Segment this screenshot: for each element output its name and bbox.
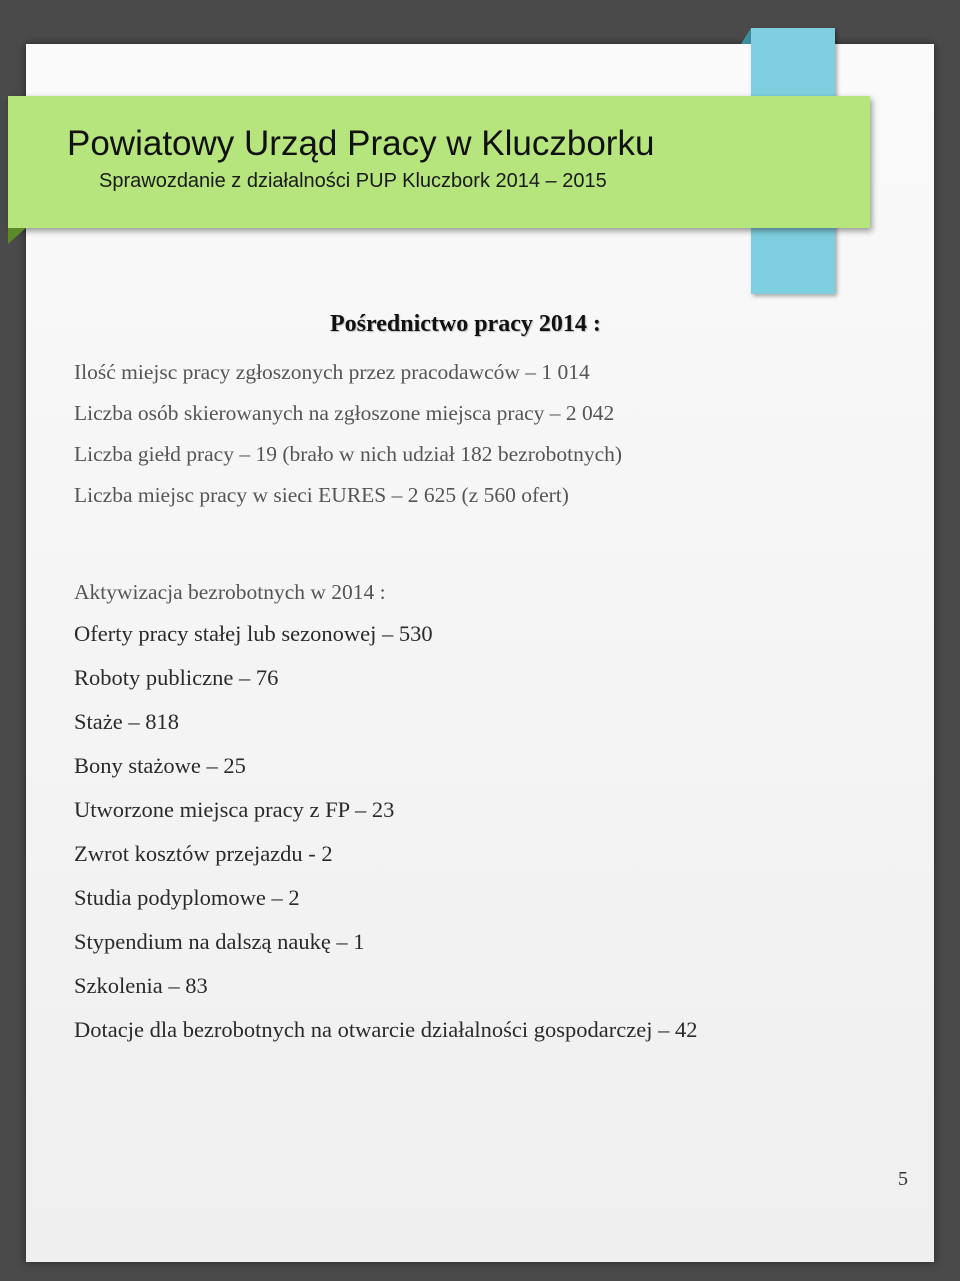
stats-list [74, 359, 622, 523]
activation-item: Roboty publiczne – 76 [74, 665, 279, 690]
stat-line: Liczba giełd pracy – 19 (brało w nich udział 182 bezrobotnych) [74, 442, 623, 466]
section-heading: Pośrednictwo pracy 2014 : [330, 311, 601, 337]
banner-fold-decoration [8, 228, 26, 244]
page-number: 5 [898, 1168, 908, 1190]
stat-line: Liczba miejsc pracy w sieci EURES – 2 625 (z 560 ofert) [74, 483, 569, 507]
activation-item: Utworzone miejsca pracy z FP – 23 [74, 797, 395, 822]
activation-item: Oferty pracy stałej lub sezonowej – 530 [74, 621, 433, 646]
activation-item: Szkolenia – 83 [74, 973, 208, 998]
activation-item: Staże – 818 [74, 709, 179, 734]
activation-item: Dotacje dla bezrobotnych na otwarcie działalności gospodarczej – 42 [74, 1017, 698, 1042]
stat-line: Ilość miejsc pracy zgłoszonych przez pracodawców – 1 014 [74, 360, 590, 384]
banner-subtitle: Sprawozdanie z działalności PUP Kluczbork 2014 – 2015 [99, 170, 607, 192]
ribbon-fold-decoration [741, 28, 751, 44]
activation-item: Studia podyplomowe – 2 [74, 885, 300, 910]
banner-title: Powiatowy Urząd Pracy w Kluczborku [67, 124, 655, 163]
activation-item: Stypendium na dalszą naukę – 1 [74, 929, 365, 954]
activation-item: Zwrot kosztów przejazdu - 2 [74, 841, 333, 866]
activation-list [74, 578, 698, 1060]
stat-line: Liczba osób skierowanych na zgłoszone miejsca pracy – 2 042 [74, 401, 615, 425]
activation-item: Bony stażowe – 25 [74, 753, 246, 778]
activation-heading: Aktywizacja bezrobotnych w 2014 : [74, 580, 386, 604]
